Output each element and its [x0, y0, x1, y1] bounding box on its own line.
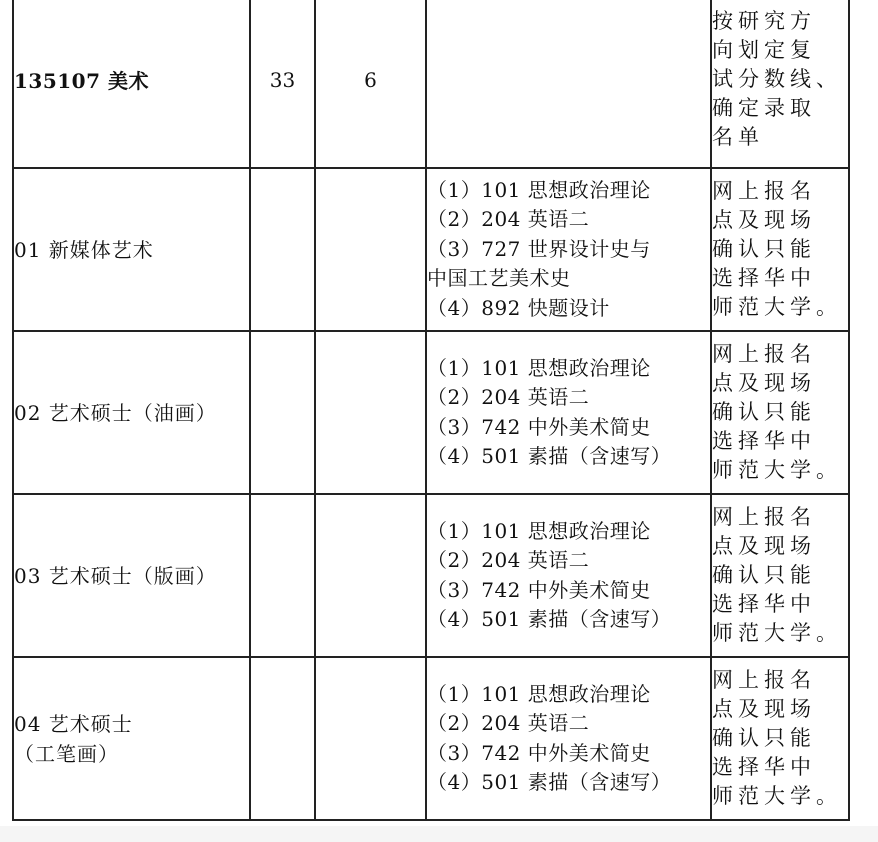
exam-line: （3）742 中外美术简史 [427, 414, 651, 439]
exam-line: 中国工艺美术史 [427, 266, 571, 291]
exam-line: （2）204 英语二 [427, 711, 590, 735]
plan-exempt-cell [315, 331, 426, 494]
note-line: 师范大学。 [712, 295, 842, 319]
note-line: 点及现场 [712, 697, 816, 721]
note-line: 网上报名 [712, 342, 816, 366]
exam-line: （1）101 思想政治理论 [427, 177, 651, 202]
direction-cell [13, 657, 250, 820]
table-row [13, 168, 849, 331]
exam-line: （4）501 素描（含速写） [427, 607, 672, 631]
exam-cell [426, 168, 711, 331]
plan-total-cell: 33 [250, 0, 315, 168]
exam-line: （1）101 思想政治理论 [427, 355, 651, 380]
note-line: 选择华中 [712, 755, 816, 779]
note-cell [711, 657, 849, 820]
direction-cell [13, 331, 250, 494]
exam-line: （4）501 素描（含速写） [427, 770, 672, 794]
table-row [13, 494, 849, 657]
plan-exempt-cell [315, 494, 426, 657]
note-line: 确认只能 [712, 400, 816, 424]
direction-line: 03 艺术硕士（版画） [14, 563, 217, 588]
direction-line: 04 艺术硕士 [14, 711, 133, 736]
exam-line: （3）727 世界设计史与 [427, 236, 651, 261]
note-line: 网上报名 [712, 179, 816, 203]
plan-exempt-cell: 6 [315, 0, 426, 168]
note-cell [711, 331, 849, 494]
note-line: 点及现场 [712, 534, 816, 558]
note-cell [711, 494, 849, 657]
note-line: 点及现场 [712, 208, 816, 232]
note-line: 师范大学。 [712, 621, 842, 645]
exam-line: （1）101 思想政治理论 [427, 518, 651, 543]
note-line: 师范大学。 [712, 784, 842, 808]
plan-total-cell [250, 494, 315, 657]
plan-exempt-cell [315, 657, 426, 820]
exam-cell [426, 657, 711, 820]
exam-line: （3）742 中外美术简史 [427, 577, 651, 602]
note-line: 向划定复 [712, 38, 816, 62]
direction-cell [13, 168, 250, 331]
plan-total-cell [250, 331, 315, 494]
plan-total-cell [250, 657, 315, 820]
note-line: 师范大学。 [712, 458, 842, 482]
note-line: 按研究方 [712, 9, 816, 33]
direction-cell [13, 494, 250, 657]
exam-line: （2）204 英语二 [427, 207, 590, 232]
direction-line: 02 艺术硕士（油画） [14, 400, 217, 425]
note-cell [711, 0, 849, 168]
note-line: 网上报名 [712, 668, 816, 692]
note-line: 网上报名 [712, 505, 816, 529]
exam-line: （2）204 英语二 [427, 385, 590, 409]
note-line: 确认只能 [712, 726, 816, 750]
note-line: 选择华中 [712, 592, 816, 616]
note-line: 名单 [712, 125, 764, 149]
exam-line: （2）204 英语二 [427, 548, 590, 572]
exam-cell [426, 331, 711, 494]
note-line: 选择华中 [712, 266, 816, 290]
admissions-table [12, 0, 850, 821]
direction-line: （工笔画） [14, 741, 119, 766]
table-row [13, 657, 849, 820]
note-line: 选择华中 [712, 429, 816, 453]
exam-cell [426, 0, 711, 168]
table-row [13, 331, 849, 494]
plan-total-cell [250, 168, 315, 331]
exam-line: （3）742 中外美术简史 [427, 740, 651, 765]
plan-exempt-cell [315, 168, 426, 331]
exam-cell [426, 494, 711, 657]
exam-line: （4）501 素描（含速写） [427, 444, 672, 468]
exam-line: （1）101 思想政治理论 [427, 681, 651, 706]
page-bottom-margin [0, 826, 878, 842]
major-cell: 135107 美术 [13, 0, 250, 168]
note-line: 确认只能 [712, 237, 816, 261]
note-line: 确定录取 [712, 96, 816, 120]
direction-line: 01 新媒体艺术 [14, 237, 154, 262]
note-line: 点及现场 [712, 371, 816, 395]
exam-line: （4）892 快题设计 [427, 295, 610, 320]
note-cell [711, 168, 849, 331]
note-line: 试分数线、 [712, 67, 842, 91]
note-line: 确认只能 [712, 563, 816, 587]
table-row-major [13, 0, 849, 168]
